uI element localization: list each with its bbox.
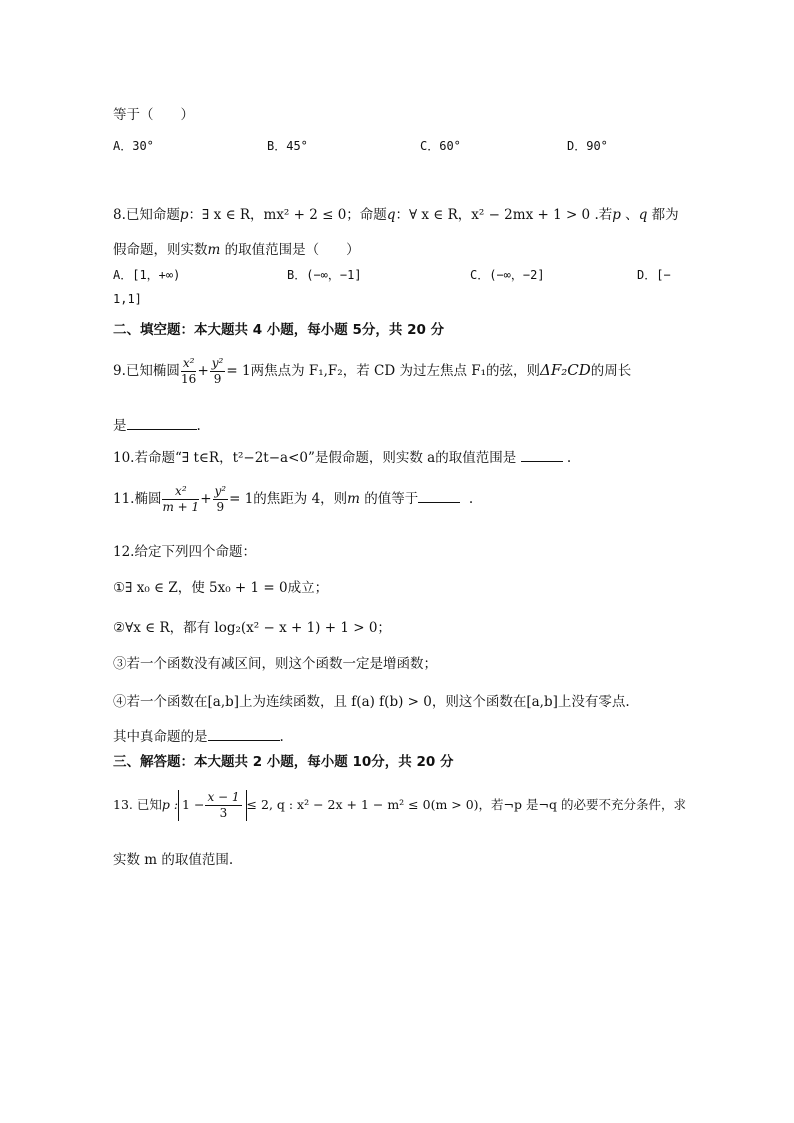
q9-prefix: 9.已知椭圆 <box>113 363 180 379</box>
q11-m-var: m <box>347 491 360 507</box>
q12-item-3: ③若一个函数没有减区间，则这个函数一定是增函数； <box>113 656 437 672</box>
q7-continuation: 等于（ ） <box>113 107 194 123</box>
q7-option-d: D．90° <box>567 139 608 153</box>
q8-option-c: C．(−∞，−2] <box>470 268 545 282</box>
q12-conclusion-text: 其中真命题的是 <box>113 729 208 745</box>
q10-answer-blank <box>521 461 563 462</box>
q8-q-var-2: q <box>638 207 648 223</box>
q8-q-statement: ：∀ x ∈ R，x² − 2mx + 1 > 0 .若 <box>395 207 613 223</box>
q7-option-c: C．60° <box>420 139 461 153</box>
q7-option-b: B．45° <box>267 139 308 153</box>
q8-option-a: A．[1，+∞) <box>113 268 181 282</box>
q13-prefix: 13. 已知 <box>113 797 162 812</box>
q13-fraction <box>205 790 241 821</box>
q9-frac2-num: y² <box>211 356 224 370</box>
q9-frac2-den: 9 <box>213 372 222 386</box>
q12-title: 12.给定下列四个命题： <box>113 544 256 560</box>
q8-p-statement: ：∃ x ∈ R，mx² + 2 ≤ 0；命题 <box>188 207 387 223</box>
q9-line2 <box>113 414 201 434</box>
q12-item-2: ②∀x ∈ R，都有 log₂(x² − x + 1) + 1 > 0； <box>113 620 391 636</box>
q8-option-d-wrap: 1,1] <box>113 292 142 306</box>
q7-option-a: A．30° <box>113 139 154 153</box>
q8-stem-line2 <box>113 238 360 258</box>
q8-q-var: q <box>386 207 396 223</box>
q8-option-b: B．(−∞，−1] <box>287 268 362 282</box>
section-3-heading: 三、解答题：本大题共 2 小题，每小题 10分，共 20 分 <box>113 754 454 770</box>
q10-text: 10.若命题“∃ t∈R，t²−2t−a<0”是假命题，则实数 a的取值范围是 <box>113 450 517 466</box>
q11-stem: 11.椭圆 $\frac{\text{x²}}{m + 1}$ + $\frac{\text{y²}}{9}$ = 1的焦距为 4，则m 的值等于 . <box>113 484 474 514</box>
q9-stem: 9.已知椭圆 $\frac{\text{x²}}{16}$ + $\frac{\text{y²}}{9}$ = 1两焦点为 F₁,F₂，若 CD 为过左焦点 F₁的弦，则ΔF₂CD的周长 <box>113 356 632 386</box>
q13-absolute-value <box>178 790 247 821</box>
q13-stem <box>113 790 686 821</box>
q12-conclusion-end: . <box>279 729 284 745</box>
q11-frac2-den: 9 <box>216 500 225 514</box>
q9-line2-end: . <box>196 418 201 434</box>
q8-p-var: p <box>179 207 189 223</box>
q11-frac1-num: x² <box>162 484 199 500</box>
q9-frac1-den: 16 <box>181 372 197 386</box>
q11-fraction-y <box>213 484 229 515</box>
q8-line2-text: 假命题，则实数 <box>113 242 208 258</box>
q13-frac-den: 3 <box>219 806 228 820</box>
q9-fraction-y <box>210 356 226 387</box>
q11-frac1-den: m + 1 <box>162 500 200 514</box>
q12-conclusion <box>113 725 284 745</box>
q9-line2-text: 是 <box>113 418 127 434</box>
q12-answer-blank <box>208 740 280 741</box>
q8-option-d: D．[− <box>637 268 671 282</box>
q12-item-4: ④若一个函数在[a,b]上为连续函数，且 f(a) f(b) > 0，则这个函数在[a,b]上没有零点. <box>113 694 630 710</box>
q8-stem: 8.已知命题p：∃ x ∈ R，mx² + 2 ≤ 0；命题q：∀ x ∈ R，x² − 2mx + 1 > 0 .若p 、q 都为 <box>113 207 679 223</box>
q11-equation-text: = 1的焦距为 4，则 <box>229 491 348 507</box>
q11-answer-blank <box>418 502 460 503</box>
q10-stem <box>113 446 571 466</box>
q13-abs-lead: 1 − <box>182 797 205 812</box>
q11-end: . <box>468 491 474 507</box>
q9-fraction-x <box>181 356 197 387</box>
q12-item-1: ①∃ x₀ ∈ Z，使 5x₀ + 1 = 0成立； <box>113 580 329 596</box>
q8-m-var: m <box>207 242 221 258</box>
section-2-heading: 二、填空题：本大题共 4 小题，每小题 5分，共 20 分 <box>113 322 445 338</box>
q10-end: . <box>566 450 572 466</box>
q13-frac-num: x − 1 <box>207 790 240 804</box>
q8-stem-tail: 都为 <box>651 207 679 223</box>
q11-frac2-num: y² <box>214 484 227 498</box>
q11-tail: 的值等于 <box>364 491 419 507</box>
q11-prefix: 11.椭圆 <box>113 491 162 507</box>
q8-p-var-2: p <box>612 207 621 223</box>
q9-answer-blank <box>127 429 197 430</box>
q13-p-label: p : <box>161 797 179 812</box>
q9-triangle: ΔF₂CD <box>540 361 591 379</box>
q9-equation-text: = 1两焦点为 F₁,F₂，若 CD 为过左焦点 F₁的弦，则 <box>226 363 541 379</box>
q11-fraction-x <box>162 484 199 515</box>
q8-prefix: 8.已知命题 <box>113 207 180 223</box>
q13-line2: 实数 m 的取值范围. <box>113 852 234 868</box>
q8-line2-tail: 的取值范围是（ ） <box>224 242 360 258</box>
q9-stem-tail: 的周长 <box>590 363 632 379</box>
q9-frac1-num: x² <box>182 356 195 370</box>
q13-rest: ≤ 2, q : x² − 2x + 1 − m² ≤ 0(m > 0)，若¬p 是¬q 的必要不充分条件，求 <box>246 797 686 812</box>
